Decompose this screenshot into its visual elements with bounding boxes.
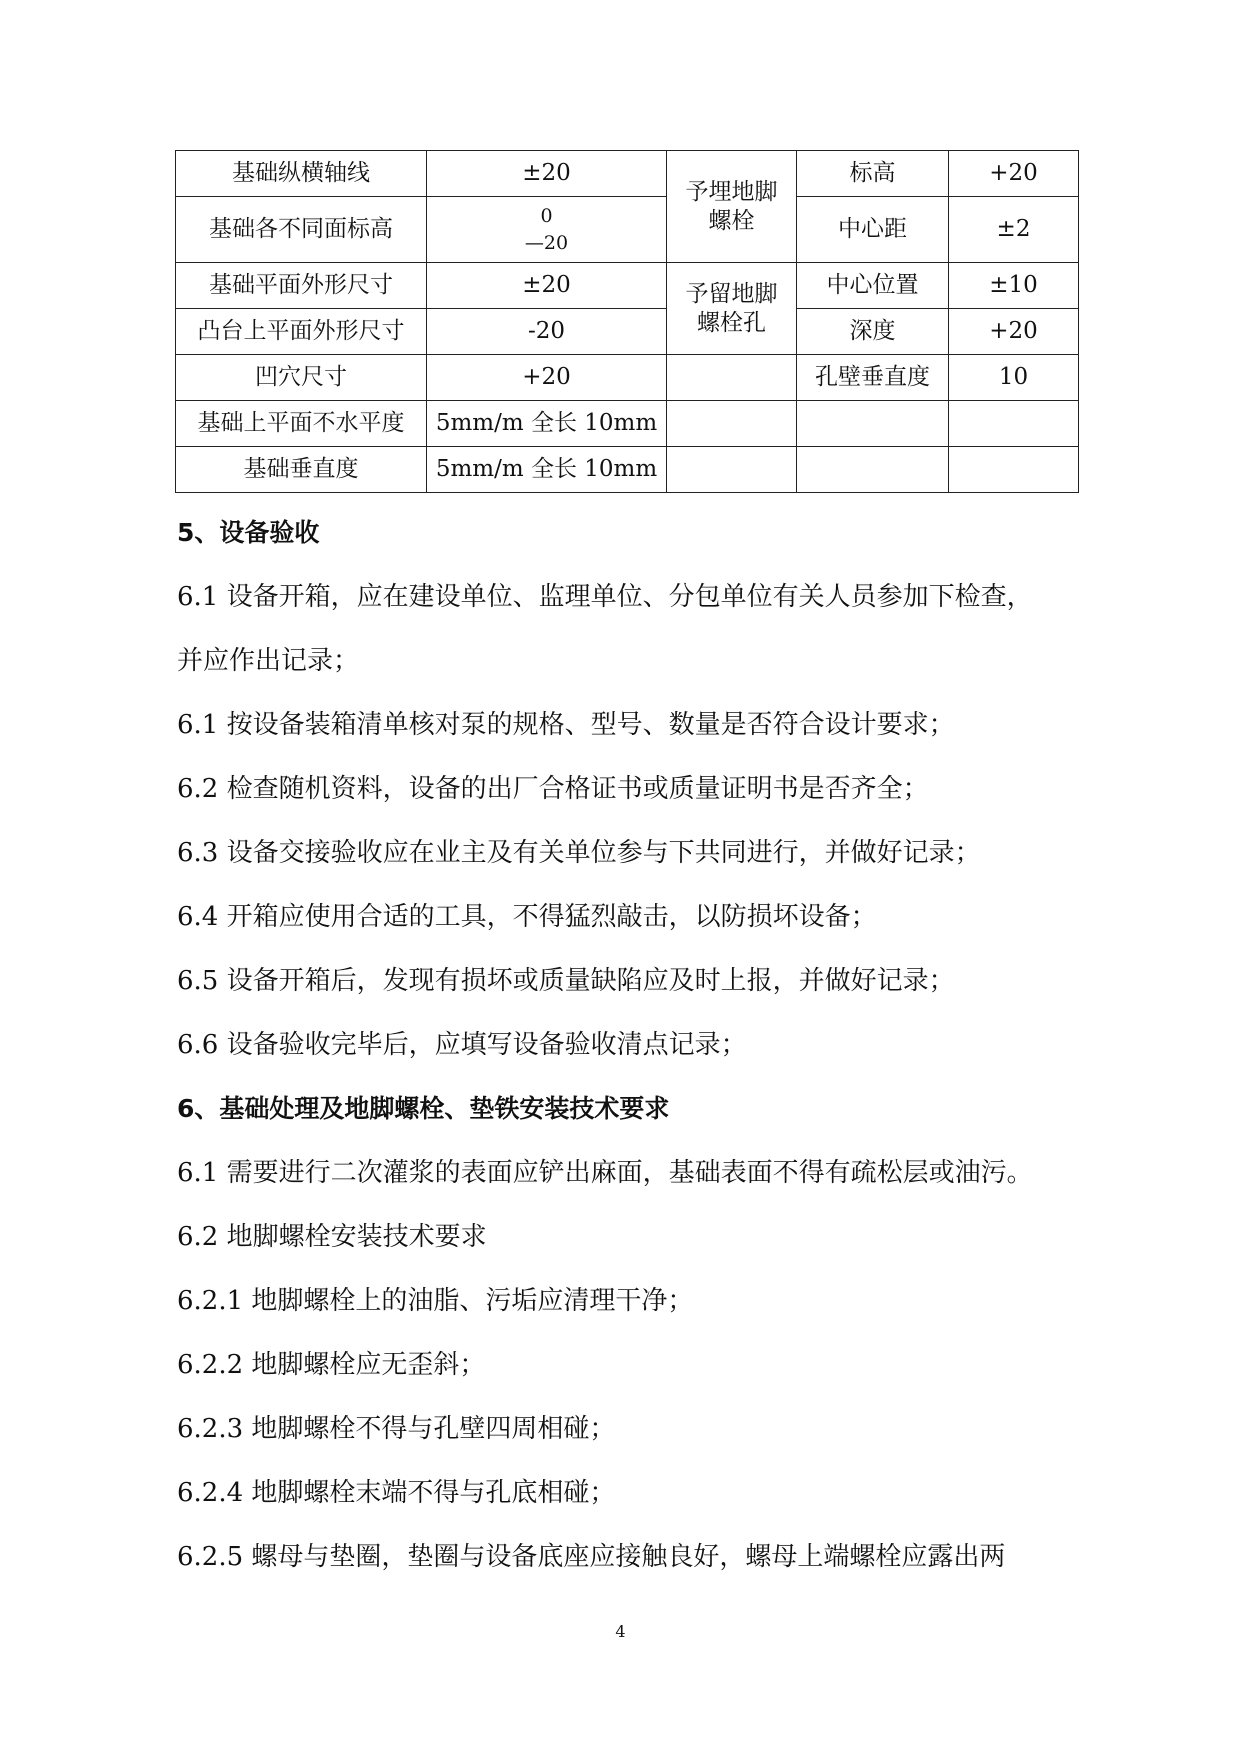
paragraph-line: 6.2.5 螺母与垫圈，垫圈与设备底座应接触良好，螺母上端螺栓应露出两: [177, 1542, 1006, 1572]
table-row: [176, 447, 1079, 493]
table-row: [176, 355, 1079, 401]
table-cell: 中心距: [797, 197, 949, 263]
paragraph-line: 6.2 检查随机资料，设备的出厂合格证书或质量证明书是否齐全；: [177, 774, 929, 804]
table-row: [176, 309, 1079, 355]
paragraph-line: 6.2.2 地脚螺栓应无歪斜；: [177, 1350, 486, 1380]
paragraph-line: 6.2.3 地脚螺栓不得与孔壁四周相碰；: [177, 1414, 616, 1444]
section-heading-foundation-treatment: 6、基础处理及地脚螺栓、垫铁安装技术要求: [177, 1094, 670, 1123]
table-cell: ±10: [949, 263, 1079, 309]
table-cell: ±20: [427, 263, 667, 309]
table-cell: 基础纵横轴线: [176, 151, 427, 197]
table-row: [176, 151, 1079, 197]
table-cell: 凹穴尺寸: [176, 355, 427, 401]
table-cell: 5mm/m 全长 10mm: [427, 447, 667, 493]
table-cell: 凸台上平面外形尺寸: [176, 309, 427, 355]
section-heading-equipment-acceptance: 5、设备验收: [177, 518, 320, 547]
page-number: 4: [615, 1622, 626, 1641]
stacked-value-top: 0: [540, 204, 553, 227]
table-cell: +20: [949, 309, 1079, 355]
table-cell-empty: [667, 401, 797, 447]
table-cell: 基础垂直度: [176, 447, 427, 493]
table-cell: 基础平面外形尺寸: [176, 263, 427, 309]
group-label-embedded-bolt: 予埋地脚螺栓: [685, 178, 778, 234]
table-cell: 10: [949, 355, 1079, 401]
paragraph-line: 6.3 设备交接验收应在业主及有关单位参与下共同进行，并做好记录；: [177, 838, 981, 868]
table-cell: +20: [949, 151, 1079, 197]
paragraph-line: 6.2 地脚螺栓安装技术要求: [177, 1222, 487, 1252]
group-label-reserved-bolt-hole: 予留地脚螺栓孔: [685, 280, 778, 336]
table-cell: 基础上平面不水平度: [176, 401, 427, 447]
paragraph-line: 6.6 设备验收完毕后，应填写设备验收清点记录；: [177, 1030, 747, 1060]
table-cell: 5mm/m 全长 10mm: [427, 401, 667, 447]
table-cell: 基础各不同面标高: [176, 197, 427, 263]
table-cell: -20: [427, 309, 667, 355]
table-cell-empty: [667, 447, 797, 493]
table-group-cell: [667, 151, 797, 263]
table-cell: ±20: [427, 151, 667, 197]
table-cell: 深度: [797, 309, 949, 355]
stacked-value-bottom: —20: [524, 231, 569, 254]
paragraph-line: 6.1 按设备装箱清单核对泵的规格、型号、数量是否符合设计要求；: [177, 710, 955, 740]
foundation-tolerance-table: [175, 150, 1079, 493]
table-cell-empty: [667, 355, 797, 401]
table-cell-empty: [949, 401, 1079, 447]
paragraph-line: 6.2.4 地脚螺栓末端不得与孔底相碰；: [177, 1478, 616, 1508]
paragraph-line: 6.4 开箱应使用合适的工具，不得猛烈敲击，以防损坏设备；: [177, 902, 877, 932]
table-cell: +20: [427, 355, 667, 401]
table-cell-empty: [797, 401, 949, 447]
table-cell: 孔壁垂直度: [797, 355, 949, 401]
table-row: [176, 401, 1079, 447]
table-row: [176, 197, 1079, 263]
paragraph-line: 6.2.1 地脚螺栓上的油脂、污垢应清理干净；: [177, 1286, 694, 1316]
table-cell-empty: [949, 447, 1079, 493]
table-group-cell: [667, 263, 797, 355]
paragraph-line: 6.5 设备开箱后，发现有损坏或质量缺陷应及时上报，并做好记录；: [177, 966, 955, 996]
body-content: [177, 508, 1097, 1596]
paragraph-line: 6.1 需要进行二次灌浆的表面应铲出麻面，基础表面不得有疏松层或油污。: [177, 1158, 1033, 1188]
table-cell-empty: [797, 447, 949, 493]
table-cell-stacked: [427, 197, 667, 263]
table-cell: ±2: [949, 197, 1079, 263]
table-row: [176, 263, 1079, 309]
table-cell: 中心位置: [797, 263, 949, 309]
paragraph-line: 6.1 设备开箱，应在建设单位、监理单位、分包单位有关人员参加下检查，: [177, 582, 1033, 612]
paragraph-line: 并应作出记录；: [177, 646, 360, 676]
table-cell: 标高: [797, 151, 949, 197]
